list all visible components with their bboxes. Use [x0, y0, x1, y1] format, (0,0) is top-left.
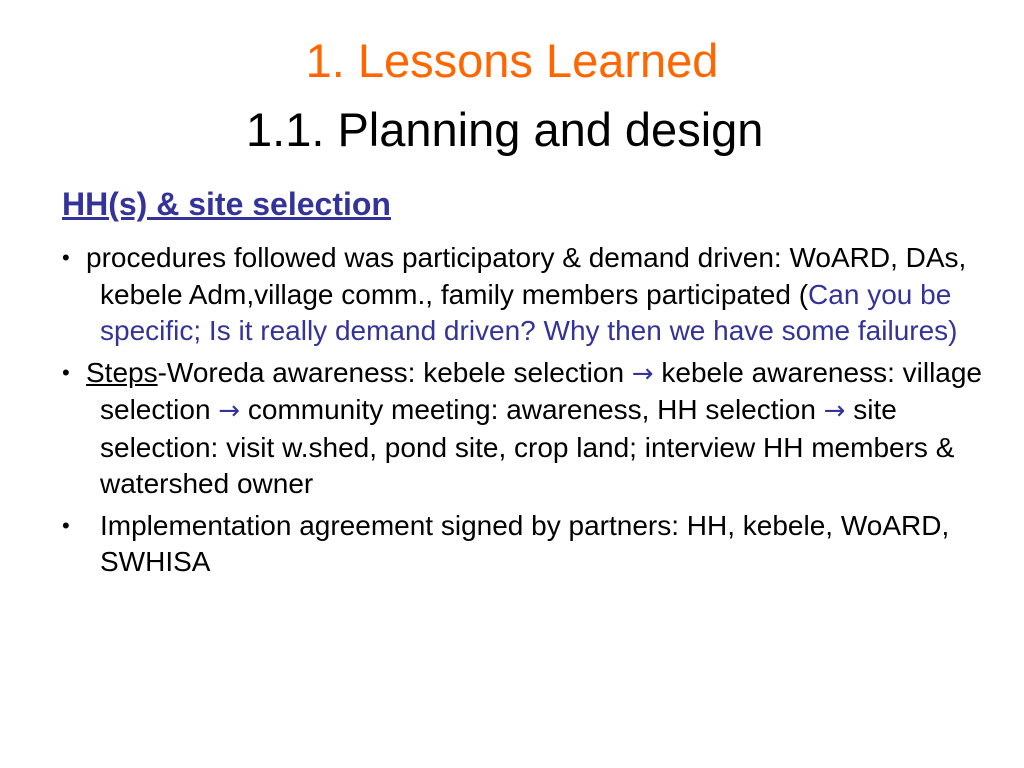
steps-label: Steps — [86, 356, 158, 388]
bullet-item-agreement — [62, 508, 982, 581]
bullet-icon: • — [62, 512, 70, 538]
bullet-item-steps — [62, 355, 982, 503]
bullet-icon: • — [62, 359, 70, 385]
slide-subtitle: 1.1. Planning and design — [246, 103, 764, 156]
arrow-right-icon: → — [218, 396, 241, 426]
bullet-text: procedures followed was participatory & demand driven: WoARD, DAs, kebele Adm,village comm., family members participated ( — [86, 242, 967, 310]
arrow-right-icon: → — [631, 358, 654, 389]
bullet-note: Can you be specific; Is it really demand driven? Why then we have some failures) — [100, 278, 958, 346]
arrow-right-icon: → — [823, 396, 846, 426]
steps-text-3: community meeting: awareness, HH selection — [240, 394, 824, 425]
bullet-icon: • — [62, 245, 70, 270]
steps-text-4: site selection: visit w.shed, pond site, crop land; interview HH members & watershed owner — [100, 394, 955, 499]
slide-title: 1. Lessons Learned — [305, 34, 719, 87]
bullet-text: Implementation agreement signed by partners: HH, kebele, WoARD, SWHISA — [100, 509, 950, 577]
bullet-item-procedures — [62, 240, 982, 350]
steps-text-1: -Woreda awareness: kebele selection — [157, 356, 632, 388]
bullet-list — [62, 240, 982, 586]
steps-text-2: kebele awareness: village selection — [100, 356, 983, 425]
section-heading: HH(s) & site selection — [62, 186, 391, 222]
